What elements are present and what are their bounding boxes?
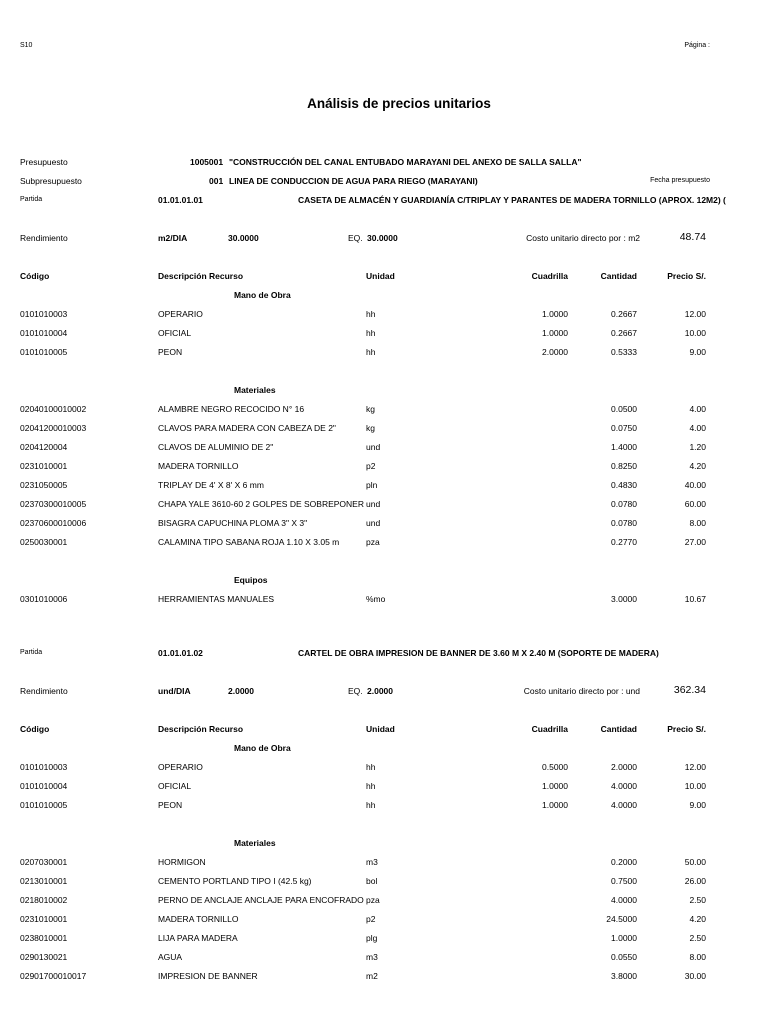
resource-description: CHAPA YALE 3610-60 2 GOLPES DE SOBREPONER [158,499,364,509]
resource-precio: 60.00 [684,499,706,509]
resource-code: 0101010004 [20,781,68,791]
partida-description: CASETA DE ALMACÉN Y GUARDIANÍA C/TRIPLAY Y PARANTES DE MADERA TORNILLO (APROX. 12M2) ( [298,195,726,205]
resource-precio: 1.20 [689,442,706,452]
resource-description: PEON [158,347,183,357]
partida-label: Partida [20,196,43,203]
descripcion-header: Descripción Recurso [158,271,244,281]
resource-precio: 9.00 [689,800,706,810]
costo-unitario-value: 362.34 [673,684,706,696]
resource-cantidad: 0.0550 [611,952,637,962]
resource-unit: hh [366,762,376,772]
resource-unit: und [366,499,381,509]
resource-precio: 12.00 [684,762,706,772]
resource-cantidad: 0.0780 [611,499,637,509]
resource-code: 0101010005 [20,347,68,357]
cuadrilla-header: Cuadrilla [531,271,568,281]
resource-cuadrilla: 1.0000 [542,309,568,319]
resource-description: HERRAMIENTAS MANUALES [158,594,275,604]
resource-code: 0101010004 [20,328,68,338]
unidad-header: Unidad [366,724,395,734]
resource-code: 0290130021 [20,952,68,962]
partida-description: CARTEL DE OBRA IMPRESION DE BANNER DE 3.60 M X 2.40 M (SOPORTE DE MADERA) [298,648,659,658]
resource-cantidad: 0.2667 [611,328,637,338]
cantidad-header: Cantidad [600,271,637,281]
resource-description: AGUA [158,952,183,962]
eq-label: EQ. [348,233,363,243]
resource-description: HORMIGON [158,857,206,867]
resource-cantidad: 4.0000 [611,895,637,905]
rendimiento-value: 2.0000 [228,686,254,696]
section-title: Materiales [234,838,276,848]
resource-cantidad: 1.4000 [611,442,637,452]
resource-cantidad: 3.0000 [611,594,637,604]
resource-precio: 10.67 [684,594,706,604]
resource-unit: plg [366,933,378,943]
presupuesto-name: "CONSTRUCCIÓN DEL CANAL ENTUBADO MARAYANI DEL ANEXO DE SALLA SALLA" [229,157,582,167]
resource-cantidad: 0.0750 [611,423,637,433]
resource-cantidad: 0.2000 [611,857,637,867]
resource-unit: pza [366,895,380,905]
eq-label: EQ. [348,686,363,696]
resource-unit: p2 [366,914,376,924]
resource-description: BISAGRA CAPUCHINA PLOMA 3" X 3" [158,518,308,528]
subpresupuesto-name: LINEA DE CONDUCCION DE AGUA PARA RIEGO (MARAYANI) [229,176,478,186]
resource-code: 0204120004 [20,442,68,452]
resource-code: 0250030001 [20,537,68,547]
partida-code: 01.01.01.02 [158,648,203,658]
resource-precio: 4.20 [689,461,706,471]
resource-code: 02370600010006 [20,518,87,528]
resource-cantidad: 0.5333 [611,347,637,357]
resource-precio: 10.00 [684,328,706,338]
resource-unit: m3 [366,952,378,962]
subpresupuesto-label: Subpresupuesto [20,176,82,186]
unidad-header: Unidad [366,271,395,281]
resource-description: OFICIAL [158,328,192,338]
eq-value: 2.0000 [367,686,393,696]
resource-unit: hh [366,309,376,319]
resource-cantidad: 0.2770 [611,537,637,547]
report-code: S10 [20,42,33,49]
codigo-header: Código [20,271,50,281]
section-title: Mano de Obra [234,743,291,753]
resource-unit: hh [366,781,376,791]
resource-cantidad: 0.8250 [611,461,637,471]
resource-cantidad: 0.0780 [611,518,637,528]
resource-code: 02040100010002 [20,404,87,414]
eq-value: 30.0000 [367,233,398,243]
cuadrilla-header: Cuadrilla [531,724,568,734]
resource-unit: bol [366,876,378,886]
resource-description: ALAMBRE NEGRO RECOCIDO N° 16 [158,404,305,414]
resource-unit: p2 [366,461,376,471]
resource-precio: 9.00 [689,347,706,357]
section-title: Mano de Obra [234,290,291,300]
resource-description: PEON [158,800,183,810]
resource-precio: 30.00 [684,971,706,981]
resource-code: 0213010001 [20,876,68,886]
resource-code: 0301010006 [20,594,68,604]
resource-code: 0101010005 [20,800,68,810]
resource-cuadrilla: 1.0000 [542,328,568,338]
resource-cantidad: 3.8000 [611,971,637,981]
resource-unit: hh [366,347,376,357]
resource-description: CEMENTO PORTLAND TIPO I (42.5 kg) [158,876,312,886]
resource-code: 02370300010005 [20,499,87,509]
resource-cantidad: 24.5000 [606,914,637,924]
resource-unit: und [366,518,381,528]
rendimiento-label: Rendimiento [20,233,68,243]
resource-description: CLAVOS DE ALUMINIO DE 2" [158,442,274,452]
resource-precio: 8.00 [689,952,706,962]
resource-code: 0231050005 [20,480,68,490]
resource-precio: 8.00 [689,518,706,528]
rendimiento-label: Rendimiento [20,686,68,696]
page-title: Análisis de precios unitarios [307,96,491,111]
resource-precio: 10.00 [684,781,706,791]
resource-description: OPERARIO [158,309,203,319]
resource-precio: 2.50 [689,933,706,943]
subpresupuesto-code: 001 [209,176,224,186]
resource-code: 0218010002 [20,895,68,905]
resource-description: OPERARIO [158,762,203,772]
resource-cuadrilla: 1.0000 [542,800,568,810]
resource-description: CALAMINA TIPO SABANA ROJA 1.10 X 3.05 m [158,537,340,547]
resource-cuadrilla: 1.0000 [542,781,568,791]
resource-cantidad: 2.0000 [611,762,637,772]
resource-precio: 26.00 [684,876,706,886]
resource-cantidad: 0.4830 [611,480,637,490]
resource-precio: 50.00 [684,857,706,867]
resource-code: 0207030001 [20,857,68,867]
resource-precio: 2.50 [689,895,706,905]
resource-unit: kg [366,423,375,433]
resource-unit: pza [366,537,380,547]
resource-unit: und [366,442,381,452]
rendimiento-unit: m2/DIA [158,233,188,243]
resource-unit: pln [366,480,378,490]
resource-description: CLAVOS PARA MADERA CON CABEZA DE 2" [158,423,336,433]
resource-precio: 12.00 [684,309,706,319]
resource-cantidad: 0.0500 [611,404,637,414]
resource-description: MADERA TORNILLO [158,914,239,924]
resource-description: IMPRESION DE BANNER [158,971,258,981]
cantidad-header: Cantidad [600,724,637,734]
rendimiento-unit: und/DIA [158,686,191,696]
resource-code: 02041200010003 [20,423,87,433]
resource-cantidad: 0.7500 [611,876,637,886]
resource-description: OFICIAL [158,781,192,791]
resource-cuadrilla: 2.0000 [542,347,568,357]
resource-unit: hh [366,800,376,810]
resource-code: 0231010001 [20,914,68,924]
section-title: Equipos [234,575,268,585]
partida-code: 01.01.01.01 [158,195,203,205]
resource-cantidad: 1.0000 [611,933,637,943]
resource-unit: kg [366,404,375,414]
resource-description: TRIPLAY DE 4' X 8' X 6 mm [158,480,264,490]
resource-unit: hh [366,328,376,338]
section-title: Materiales [234,385,276,395]
resource-unit: m2 [366,971,378,981]
resource-description: PERNO DE ANCLAJE ANCLAJE PARA ENCOFRADO [158,895,364,905]
resource-cuadrilla: 0.5000 [542,762,568,772]
costo-unitario-value: 48.74 [679,231,706,243]
resource-precio: 4.00 [689,404,706,414]
resource-cantidad: 0.2667 [611,309,637,319]
resource-description: MADERA TORNILLO [158,461,239,471]
codigo-header: Código [20,724,50,734]
resource-code: 0101010003 [20,309,68,319]
descripcion-header: Descripción Recurso [158,724,244,734]
resource-precio: 4.00 [689,423,706,433]
resource-description: LIJA PARA MADERA [158,933,238,943]
resource-code: 0231010001 [20,461,68,471]
resource-precio: 27.00 [684,537,706,547]
fecha-presupuesto-label: Fecha presupuesto [650,177,710,184]
resource-code: 0101010003 [20,762,68,772]
presupuesto-label: Presupuesto [20,157,68,167]
partida-label: Partida [20,649,43,656]
rendimiento-value: 30.0000 [228,233,259,243]
resource-code: 0238010001 [20,933,68,943]
resource-unit: m3 [366,857,378,867]
resource-code: 02901700010017 [20,971,87,981]
resource-cantidad: 4.0000 [611,781,637,791]
resource-precio: 4.20 [689,914,706,924]
resource-cantidad: 4.0000 [611,800,637,810]
page-label: Página : [684,42,710,49]
resource-unit: %mo [366,594,386,604]
costo-unitario-label: Costo unitario directo por : und [523,686,640,696]
resource-precio: 40.00 [684,480,706,490]
costo-unitario-label: Costo unitario directo por : m2 [526,233,640,243]
precio-header: Precio S/. [667,724,706,734]
presupuesto-code: 1005001 [190,157,224,167]
precio-header: Precio S/. [667,271,706,281]
